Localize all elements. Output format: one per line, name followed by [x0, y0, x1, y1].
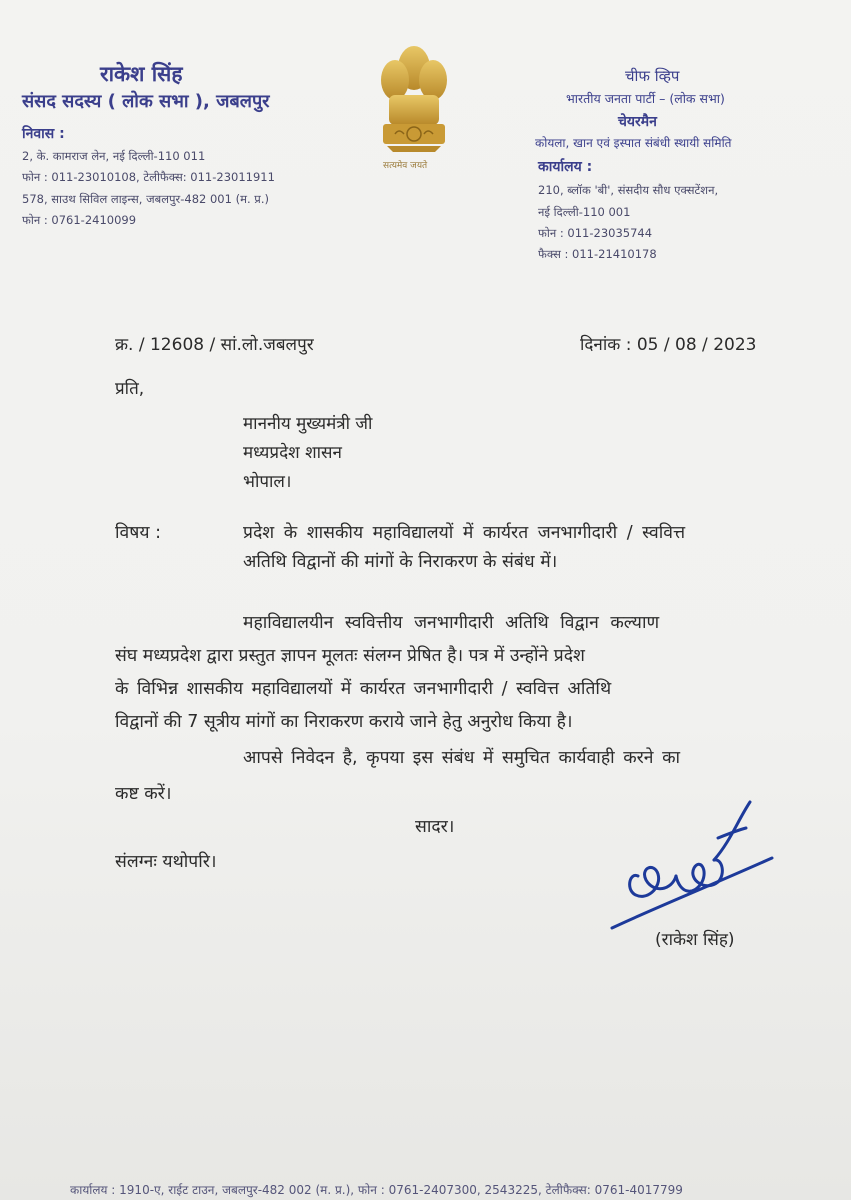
sender-designation: संसद सदस्य ( लोक सभा ), जबलपुर [22, 91, 270, 112]
office-phone: फोन : 011-23035744 [538, 226, 653, 240]
sender-name: राकेश सिंह [100, 61, 183, 86]
residence-address-2: 578, साउथ सिविल लाइन्स, जबलपुर-482 001 (म. प्र.) [22, 192, 269, 206]
subject-line-1: प्रदेश के शासकीय महाविद्यालयों में कार्यरत जनभागीदारी / स्ववित्त [243, 523, 686, 543]
national-emblem-icon [373, 40, 455, 175]
signature [610, 798, 780, 943]
body-line-5: आपसे निवेदन है, कृपया इस संबंध में समुचित कार्यवाही करने का [243, 748, 681, 768]
recipient-line-1: माननीय मुख्यमंत्री जी [243, 414, 373, 434]
residence-label: निवास : [22, 126, 65, 142]
body-line-2: संघ मध्यप्रदेश द्वारा प्रस्तुत ज्ञापन मूलतः संलग्न प्रेषित है। पत्र में उन्होंने प्रदेश [115, 646, 585, 666]
office-fax: फैक्स : 011-21410178 [538, 247, 657, 261]
recipient-line-3: भोपाल। [243, 472, 292, 492]
office-address-2: नई दिल्ली-110 001 [538, 205, 631, 219]
residence-address-1: 2, के. कामराज लेन, नई दिल्ली-110 011 [22, 149, 206, 163]
letter-date: दिनांक : 05 / 08 / 2023 [580, 335, 757, 355]
enclosure: संलग्नः यथोपरि। [115, 852, 217, 872]
to-label: प्रति, [115, 379, 145, 399]
body-line-1: महाविद्यालयीन स्ववित्तीय जनभागीदारी अतिथि विद्वान कल्याण [243, 613, 660, 633]
body-line-4: विद्वानों की 7 सूत्रीय मांगों का निराकरण कराये जाने हेतु अनुरोध किया है। [115, 712, 573, 732]
subject-line-2: अतिथि विद्वानों की मांगों के निराकरण के संबंध में। [243, 552, 558, 572]
residence-phone-1: फोन : 011-23010108, टेलीफैक्स: 011-23011911 [22, 170, 275, 184]
emblem-motto: सत्यमेव जयते [383, 161, 428, 171]
body-line-6: कष्ट करें। [115, 784, 172, 804]
chairman-title: चेयरमैन [618, 114, 657, 130]
office-address-1: 210, ब्लॉक 'बी', संसदीय सौध एक्सटेंशन, [538, 183, 719, 197]
committee-name: कोयला, खान एवं इस्पात संबंधी स्थायी समिति [535, 136, 732, 150]
recipient-line-2: मध्यप्रदेश शासन [243, 443, 342, 463]
party-name: भारतीय जनता पार्टी – (लोक सभा) [566, 91, 725, 106]
closing: सादर। [415, 817, 455, 837]
subject-label: विषय : [115, 523, 161, 543]
residence-phone-2: फोन : 0761-2410099 [22, 213, 137, 227]
body-line-3: के विभिन्न शासकीय महाविद्यालयों में कार्यरत जनभागीदारी / स्ववित्त अतिथि [115, 679, 612, 699]
reference-number: क्र. / 12608 / सां.लो.जबलपुर [115, 335, 314, 355]
footer-address: कार्यालय : 1910-ए, राईट टाउन, जबलपुर-482 002 (म. प्र.), फोन : 0761-2407300, 2543225, टेलीफैक्स: 0761-4017799 [70, 1183, 683, 1197]
office-label: कार्यालय : [538, 159, 593, 175]
signatory-name: (राकेश सिंह) [655, 930, 735, 950]
chief-whip-title: चीफ व्हिप [625, 67, 680, 85]
